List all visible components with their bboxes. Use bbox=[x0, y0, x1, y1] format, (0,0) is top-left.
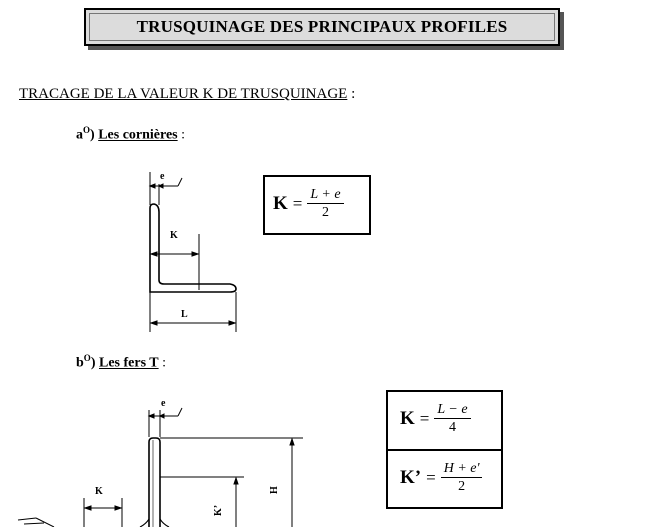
formula-a-denominator: 2 bbox=[321, 204, 329, 220]
subheading-a-colon: : bbox=[177, 127, 186, 143]
subheading-a-label: Les cornières bbox=[98, 127, 178, 143]
subheading-a-paren: ) bbox=[90, 127, 95, 143]
formula-a-numerator: L + e bbox=[307, 187, 343, 204]
angle-profile-drawing bbox=[150, 172, 236, 332]
subheading-b-paren: ) bbox=[90, 355, 96, 371]
formula-b1-eq: = bbox=[419, 409, 430, 428]
angle-dim-e: e bbox=[160, 171, 165, 182]
subheading-b-colon: : bbox=[158, 355, 166, 371]
formula-b1-fraction bbox=[434, 402, 470, 437]
t-profile-drawing bbox=[18, 408, 303, 527]
t-dim-h: H bbox=[269, 486, 280, 494]
t-dim-kprime: K’ bbox=[213, 504, 224, 516]
formula-b2-eq: = bbox=[426, 468, 436, 487]
section-heading-text: TRACAGE DE LA VALEUR K DE TRUSQUINAGE bbox=[19, 86, 348, 102]
formula-b2-numerator: H + e' bbox=[441, 461, 483, 478]
formula-b2 bbox=[400, 454, 482, 502]
angle-dim-k: K bbox=[170, 230, 178, 241]
angle-dim-l: L bbox=[181, 309, 188, 320]
formula-b1-numerator: L − e bbox=[434, 402, 470, 419]
formula-a bbox=[273, 180, 344, 228]
formula-b1 bbox=[400, 395, 471, 443]
t-dim-e: e bbox=[161, 398, 166, 409]
formula-b2-fraction bbox=[441, 461, 483, 496]
subheading-b-prefix: b bbox=[76, 355, 84, 371]
formula-a-eq: = bbox=[292, 194, 303, 213]
section-heading-colon: : bbox=[347, 86, 356, 102]
formula-a-lhs: K bbox=[273, 193, 288, 214]
formula-a-fraction bbox=[307, 187, 343, 222]
subheading-a-degree: O bbox=[83, 125, 91, 135]
subheading-b-label: Les fers T bbox=[98, 355, 159, 371]
formula-b2-denominator: 2 bbox=[458, 478, 466, 494]
page-title: TRUSQUINAGE DES PRINCIPAUX PROFILES bbox=[136, 17, 508, 36]
formula-b1-denominator: 4 bbox=[448, 419, 456, 435]
subheading-b-degree: O bbox=[83, 353, 91, 363]
subheading-a-prefix: a bbox=[76, 127, 83, 143]
formula-b2-lhs: K’ bbox=[400, 467, 422, 488]
t-dim-k: K bbox=[95, 486, 103, 497]
formula-b1-lhs: K bbox=[400, 408, 415, 429]
